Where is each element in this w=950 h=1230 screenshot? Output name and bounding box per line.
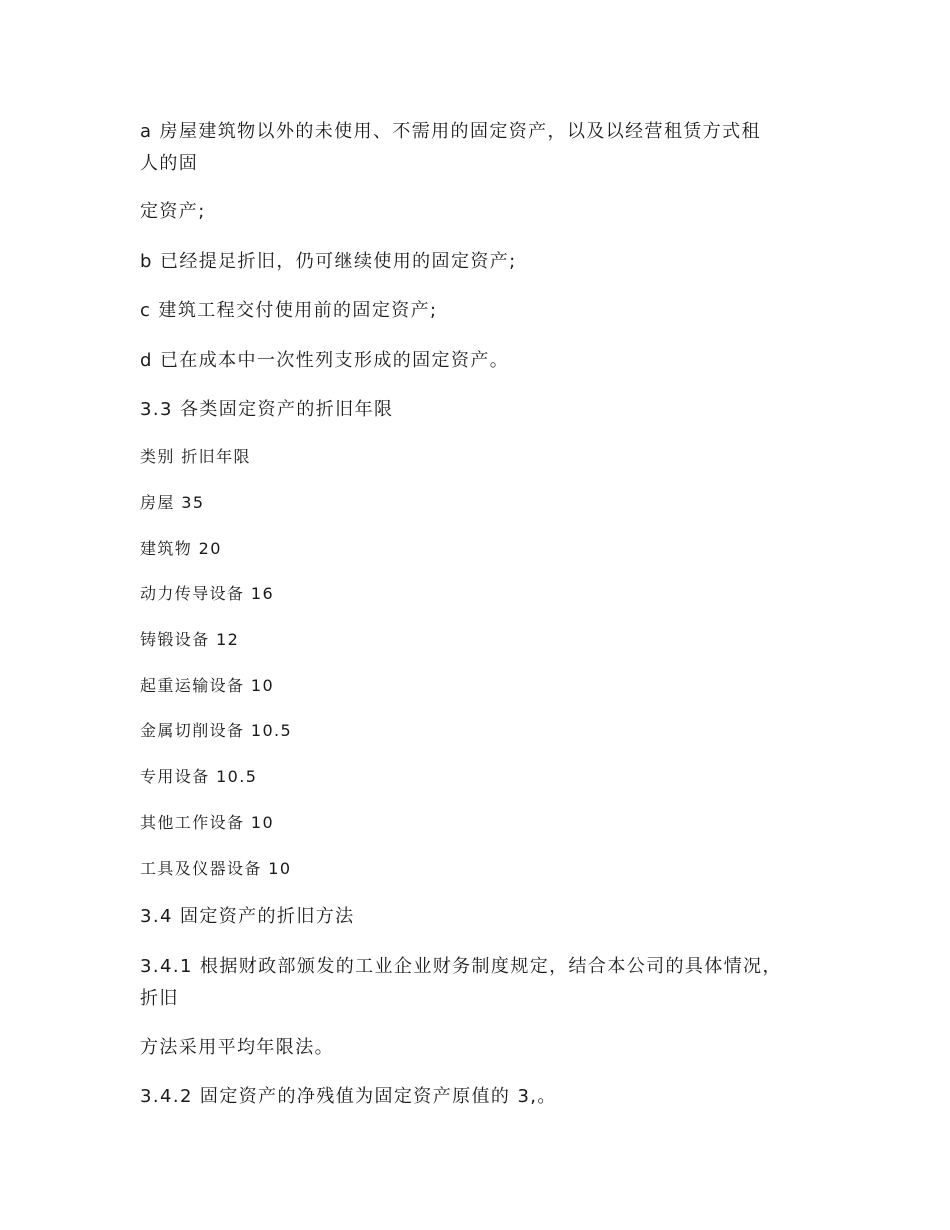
paragraph-3-4-2: 3.4.2 固定资产的净残值为固定资产原值的 3,。	[140, 1086, 557, 1107]
paragraph-d: d 已在成本中一次性列支形成的固定资产。	[140, 350, 510, 371]
table-row: 起重运输设备 10	[140, 676, 275, 695]
table-row: 工具及仪器设备 10	[140, 859, 292, 878]
table-row: 专用设备 10.5	[140, 767, 258, 786]
table-row: 动力传导设备 16	[140, 584, 275, 603]
section-heading-3-3: 3.3 各类固定资产的折旧年限	[140, 399, 394, 420]
table-row: 铸锻设备 12	[140, 630, 240, 649]
table-row: 其他工作设备 10	[140, 813, 275, 832]
paragraph-a-line1: a 房屋建筑物以外的未使用、不需用的固定资产，以及以经营租赁方式租	[140, 121, 761, 142]
table-row: 房屋 35	[140, 493, 205, 512]
paragraph-3-4-1-line2: 折旧	[140, 988, 179, 1009]
table-row: 建筑物 20	[140, 539, 222, 558]
paragraph-b: b 已经提足折旧，仍可继续使用的固定资产;	[140, 251, 517, 272]
table-header: 类别 折旧年限	[140, 447, 251, 466]
paragraph-a-line2: 人的固	[140, 153, 199, 174]
table-row: 金属切削设备 10.5	[140, 721, 293, 740]
paragraph-c: c 建筑工程交付使用前的固定资产;	[140, 300, 438, 321]
paragraph-a-line3: 定资产;	[140, 201, 206, 222]
paragraph-3-4-1-line1: 3.4.1 根据财政部颁发的工业企业财务制度规定，结合本公司的具体情况，	[140, 956, 782, 977]
paragraph-3-4-1-line3: 方法采用平均年限法。	[140, 1037, 334, 1058]
section-heading-3-4: 3.4 固定资产的折旧方法	[140, 906, 355, 927]
